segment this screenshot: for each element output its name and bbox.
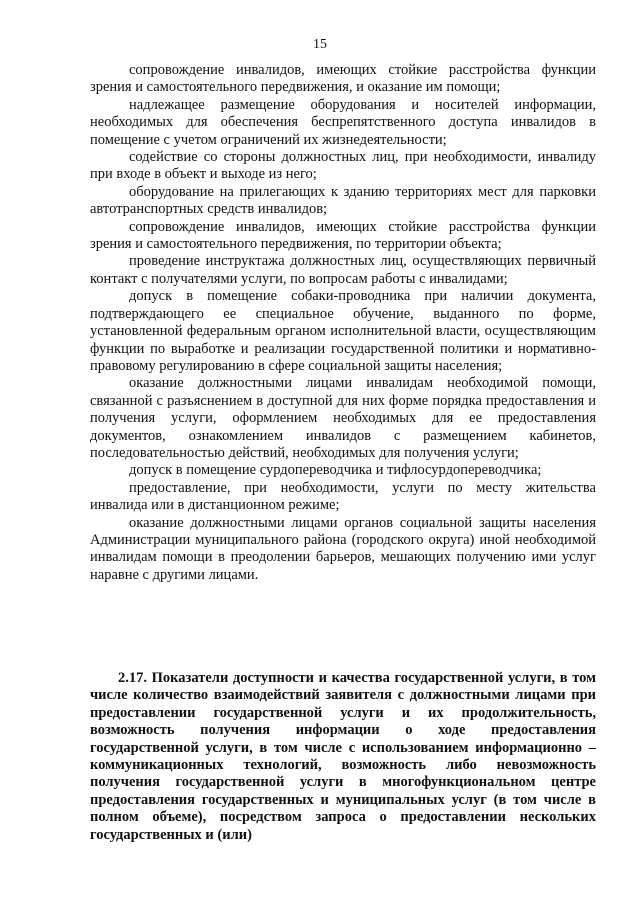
section-2-17 [90, 670, 596, 844]
paragraph: оборудование на прилегающих к зданию территориях мест для парковки автотранспортных средств инвалидов; [90, 183, 596, 218]
paragraph: проведение инструктажа должностных лиц, осуществляющих первичный контакт с получателями услуги, по вопросам работы с инвалидами; [90, 253, 596, 287]
paragraph: предоставление, при необходимости, услуги по месту жительства инвалида или в дистанционном режиме; [90, 479, 596, 514]
page-number: 15 [313, 37, 327, 52]
paragraph: сопровождение инвалидов, имеющих стойкие расстройства функции зрения и самостоятельного передвижения, и оказание им помощи; [90, 62, 596, 96]
body-text [90, 62, 596, 584]
paragraph: содействие со стороны должностных лиц, при необходимости, инвалиду при входе в объект и выходе из него; [90, 149, 596, 183]
paragraph: оказание должностными лицами инвалидам необходимой помощи, связанной с разъяснением в доступной для них форме порядка предоставления и получения услуги, оформлением необходимых для ее предоставления документов, ознакомлением инвалидов с размещением кабинетов, последовательностью действий, необходимых для получения услуги; [90, 375, 596, 461]
paragraph: допуск в помещение собаки-проводника при наличии документа, подтверждающего ее специальное обучение, выданного по форме, установленной федеральным органом исполнительной власти, осуществляющим функции по выработке и реализации государственной политики и нормативно-правовому регулированию в сфере социальной защиты населения; [90, 288, 596, 374]
paragraph: надлежащее размещение оборудования и носителей информации, необходимых для обеспечения беспрепятственного доступа инвалидов в помещение с учетом ограничений их жизнедеятельности; [90, 96, 596, 148]
section-heading: 2.17. Показатели доступности и качества государственной услуги, в том числе количество взаимодействий заявителя с должностными лицами при предоставлении государственной услуги и их продолжительность, возможность получения информации о ходе предоставления государственной услуги, в том числе с использованием информационно – коммуникационных технологий, возможность либо невозможность получения государственной услуги в многофункциональном центре предоставления государственных и муниципальных услуг (в том числе в полном объеме), посредством запроса о предоставлении нескольких государственных и (или) [90, 670, 596, 843]
paragraph: допуск в помещение сурдопереводчика и тифлосурдопереводчика; [129, 462, 542, 479]
paragraph: оказание должностными лицами органов социальной защиты населения Администрации муниципального района (городского округа) иной необходимой инвалидам помощи в преодолении барьеров, мешающих получению ими услуг наравне с другими лицами. [90, 514, 596, 583]
paragraph: сопровождение инвалидов, имеющих стойкие расстройства функции зрения и самостоятельного передвижения, по территории объекта; [90, 218, 596, 253]
